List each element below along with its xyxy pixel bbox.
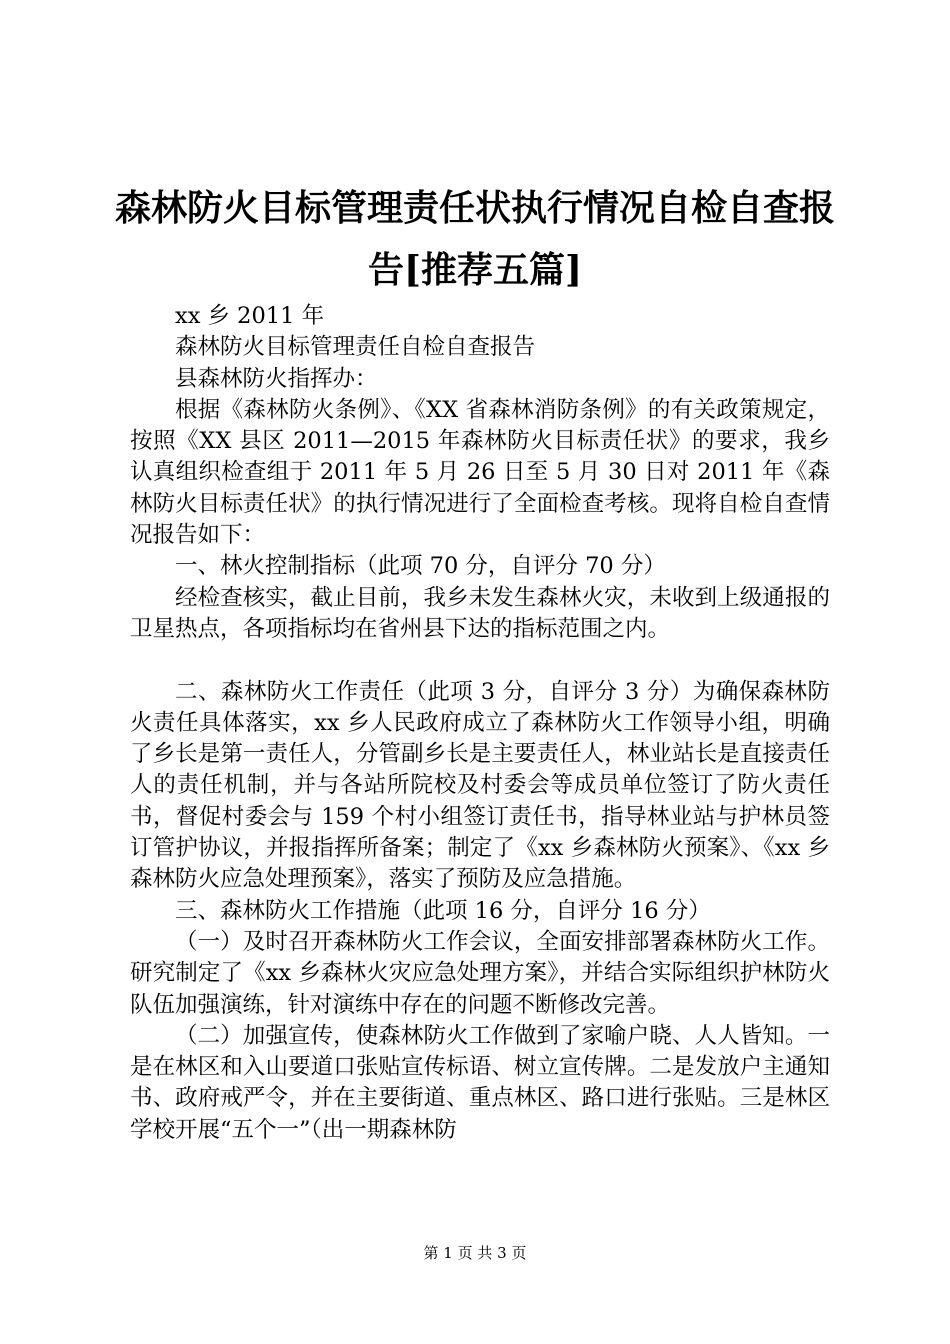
page-footer: 第 1 页 共 3 页 xyxy=(423,1244,527,1262)
section-3-heading: 三、森林防火工作措施（此项 16 分，自评分 16 分） xyxy=(175,897,711,924)
document-body xyxy=(130,301,830,1146)
section-2-paragraph: 二、森林防火工作责任（此项 3 分，自评分 3 分）为确保森林防火责任具体落实，xx 乡人民政府成立了森林防火工作领导小组，明确了乡长是第一责任人，分管副乡长是主要责任人，林业站长是直接责任人的责任机制，并与各站所院校及村委会等成员单位签订了防火责任书，督促村委会与 159 个村小组签订责任书，指导林业站与护林员签订管护协议，并报指挥所备案；制定了《xx 乡森林防火预案》、《xx 乡森林防火应急处理预案》，落实了预防及应急措施。 xyxy=(130,678,830,893)
document-title-line-2: 告[推荐五篇] xyxy=(367,249,583,291)
intro-paragraph: 根据《森林防火条例》、《XX 省森林消防条例》的有关政策规定，按照《XX 县区 2011—2015 年森林防火目标责任状》的要求，我乡认真组织检查组于 2011 年 5 月 26 日至 5 月 30 日对 2011 年《森林防火目标责任状》的执行情况进行了全面检查考核。现将自检自查情况报告如下： xyxy=(130,396,830,549)
section-1-heading: 一、林火控制指标（此项 70 分，自评分 70 分） xyxy=(175,553,666,580)
section-1-body: 经检查核实，截止目前，我乡未发生森林火灾，未收到上级通报的卫星热点，各项指标均在省州县下达的指标范围之内。 xyxy=(130,584,830,642)
header-township-year: xx 乡 2011 年 xyxy=(175,303,325,329)
section-3-item-2: （二）加强宣传，使森林防火工作做到了家喻户晓、人人皆知。一是在林区和入山要道口张贴宣传标语、树立宣传牌。二是发放户主通知书、政府戒严令，并在主要街道、重点林区、路口进行张贴。三是林区学校开展“五个一”（出一期森林防 xyxy=(130,1022,830,1143)
report-subtitle: 森林防火目标管理责任自检自查报告 xyxy=(175,334,536,361)
document-title-line-1: 森林防火目标管理责任状执行情况自检自查报 xyxy=(114,187,835,229)
section-3-item-1: （一）及时召开森林防火工作会议，全面安排部署森林防火工作。研究制定了《xx 乡森林火灾应急处理方案》，并结合实际组织护林防火队伍加强演练，针对演练中存在的问题不断修改完善。 xyxy=(130,928,830,1018)
recipient-line: 县森林防火指挥办： xyxy=(175,365,378,392)
